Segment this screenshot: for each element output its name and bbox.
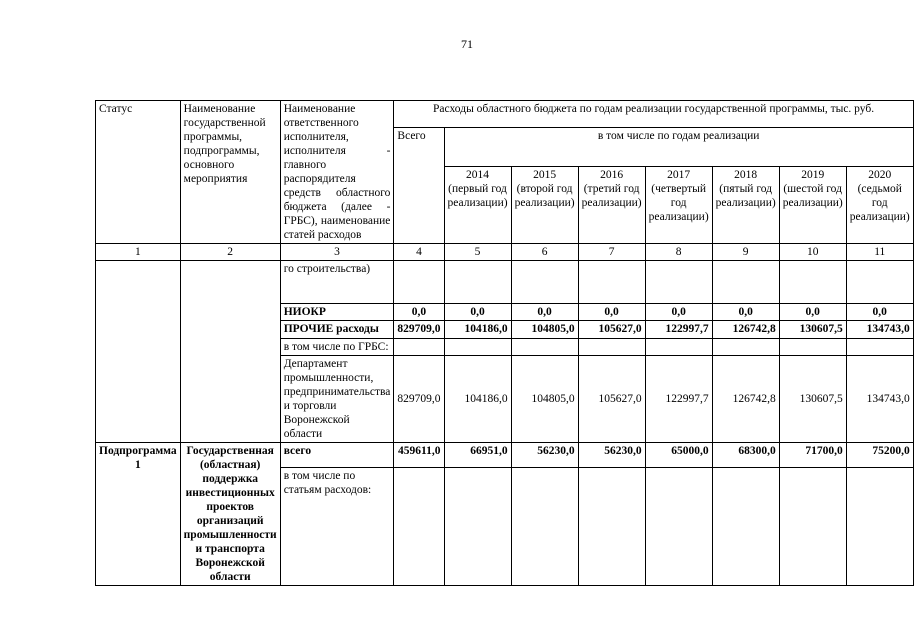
header-by-years: в том числе по годам реализации (444, 128, 913, 167)
page-number: 71 (461, 37, 473, 51)
value-cell: 0,0 (712, 304, 779, 321)
header-total: Всего (394, 128, 444, 244)
value-cell: 0,0 (846, 304, 913, 321)
header-year-2016: 2016 (третий год реализации) (578, 167, 645, 244)
column-number: 10 (779, 244, 846, 261)
column-number: 1 (96, 244, 181, 261)
column-number: 3 (280, 244, 394, 261)
value-cell: 56230,0 (578, 443, 645, 468)
value-cell: 126742,8 (712, 321, 779, 339)
row-label: в том числе по статьям расходов: (280, 468, 394, 586)
value-cell: 71700,0 (779, 443, 846, 468)
value-cell: 104805,0 (511, 321, 578, 339)
header-year-2017: 2017 (четвертый год реализации) (645, 167, 712, 244)
table-row (96, 443, 914, 468)
column-number: 2 (180, 244, 280, 261)
value-cell: 0,0 (444, 304, 511, 321)
value-cell: 829709,0 (394, 356, 444, 443)
value-cell: 134743,0 (846, 321, 913, 339)
header-year-2014: 2014 (первый год реализации) (444, 167, 511, 244)
value-cell: 66951,0 (444, 443, 511, 468)
header-status: Статус (96, 101, 181, 244)
value-cell: 105627,0 (578, 321, 645, 339)
row-label: в том числе по ГРБС: (280, 339, 394, 356)
value-cell: 459611,0 (394, 443, 444, 468)
value-cell: 126742,8 (712, 356, 779, 443)
column-number: 7 (578, 244, 645, 261)
header-year-2018: 2018 (пятый год реализации) (712, 167, 779, 244)
row-label: всего (280, 443, 394, 468)
status-cell (96, 261, 181, 443)
value-cell: 0,0 (645, 304, 712, 321)
row-label: НИОКР (280, 304, 394, 321)
header-expenses-title: Расходы областного бюджета по годам реализации государственной программы, тыс. руб. (394, 101, 913, 128)
value-cell: 122997,7 (645, 356, 712, 443)
header-year-2019: 2019 (шестой год реализации) (779, 167, 846, 244)
value-cell: 68300,0 (712, 443, 779, 468)
column-number: 8 (645, 244, 712, 261)
value-cell: 56230,0 (511, 443, 578, 468)
value-cell: 0,0 (394, 304, 444, 321)
value-cell: 75200,0 (846, 443, 913, 468)
column-number: 4 (394, 244, 444, 261)
header-executor: Наименование ответственного исполнителя, исполнителя - главного распорядителя средств областного бюджета (далее - ГРБС), наименование статей расходов (280, 101, 394, 244)
value-cell: 105627,0 (578, 356, 645, 443)
value-cell: 0,0 (511, 304, 578, 321)
value-cell: 130607,5 (779, 356, 846, 443)
row-label: Департамент промышленности, предпринимательства и торговли Воронежской области (280, 356, 394, 443)
table-row (96, 261, 914, 304)
program-cell (180, 261, 280, 443)
value-cell: 0,0 (578, 304, 645, 321)
row-label: ПРОЧИЕ расходы (280, 321, 394, 339)
row-label: го строительства) (280, 261, 394, 304)
value-cell: 104186,0 (444, 321, 511, 339)
budget-table (95, 100, 914, 586)
value-cell: 130607,5 (779, 321, 846, 339)
value-cell: 0,0 (779, 304, 846, 321)
subprogram-status: Подпрограмма 1 (96, 443, 181, 586)
column-number-row (96, 244, 914, 261)
column-number: 6 (511, 244, 578, 261)
value-cell: 134743,0 (846, 356, 913, 443)
column-number: 11 (846, 244, 913, 261)
subprogram-name: Государственная (областная) поддержка инвестиционных проектов организаций промышленности и транспорта Воронежской области (180, 443, 280, 586)
header-year-2020: 2020 (седьмой год реализации) (846, 167, 913, 244)
value-cell: 104186,0 (444, 356, 511, 443)
column-number: 5 (444, 244, 511, 261)
header-row (96, 101, 914, 128)
column-number: 9 (712, 244, 779, 261)
value-cell: 122997,7 (645, 321, 712, 339)
value-cell: 829709,0 (394, 321, 444, 339)
value-cell: 104805,0 (511, 356, 578, 443)
header-year-2015: 2015 (второй год реализации) (511, 167, 578, 244)
value-cell: 65000,0 (645, 443, 712, 468)
header-program-name: Наименование государственной программы, подпрограммы, основного мероприятия (180, 101, 280, 244)
